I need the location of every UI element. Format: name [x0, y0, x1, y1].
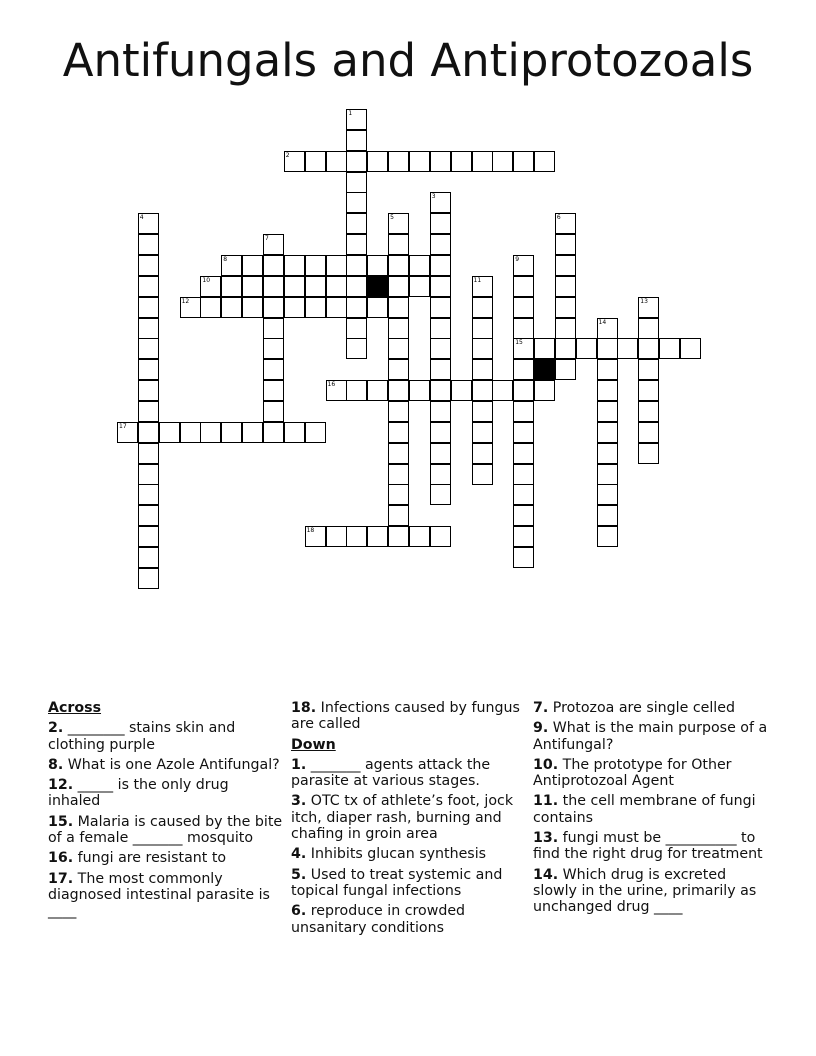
crossword-cell[interactable] [263, 338, 284, 359]
crossword-cell[interactable] [221, 422, 242, 443]
crossword-cell[interactable] [263, 276, 284, 297]
cell-number: 3 [431, 193, 436, 201]
crossword-cell[interactable] [597, 464, 618, 485]
clue-across-15 [48, 814, 284, 847]
cell-number: 14 [598, 318, 607, 326]
cell-number: 10 [202, 276, 211, 284]
crossword-cell[interactable] [117, 422, 138, 443]
crossword-cell[interactable] [430, 297, 451, 318]
crossword-cell[interactable] [200, 422, 221, 443]
crossword-cell[interactable] [326, 380, 347, 401]
crossword-cell[interactable] [597, 443, 618, 464]
clue-number: 15. [48, 813, 74, 830]
crossword-cell[interactable] [513, 318, 534, 339]
cell-number: 8 [223, 256, 228, 263]
crossword-cell[interactable] [388, 151, 409, 172]
cell-number: 1 [348, 110, 353, 117]
clue-number: 5. [291, 866, 307, 883]
clue-down-10 [533, 757, 769, 790]
crossword-cell[interactable] [659, 338, 680, 359]
crossword-cell[interactable] [138, 234, 159, 255]
crossword-cell[interactable] [284, 255, 305, 276]
crossword-cell[interactable] [451, 380, 472, 401]
crossword-cell[interactable] [138, 526, 159, 547]
crossword-cell[interactable] [409, 255, 430, 276]
crossword-cell[interactable] [430, 401, 451, 422]
crossword-cell[interactable] [388, 359, 409, 380]
clue-text: the cell membrane of fungi contains [533, 793, 756, 826]
clue-down-1 [291, 757, 527, 790]
clue-number: 8. [48, 756, 64, 773]
crossword-cell[interactable] [138, 464, 159, 485]
crossword-cell[interactable] [242, 276, 263, 297]
clue-number: 13. [533, 830, 559, 847]
crossword-cell[interactable] [138, 547, 159, 568]
cell-number: 18 [306, 527, 315, 534]
crossword-cell[interactable] [138, 359, 159, 380]
crossword-cell[interactable] [555, 359, 576, 380]
crossword-cell[interactable] [263, 297, 284, 318]
crossword-cell[interactable] [305, 526, 326, 547]
clue-number: 10. [533, 756, 559, 773]
clues-column-3 [533, 700, 769, 920]
clue-text: ________ stains skin and clothing purple [48, 720, 236, 753]
crossword-cell[interactable] [284, 422, 305, 443]
clue-across-12 [48, 777, 284, 810]
crossword-cell[interactable] [513, 401, 534, 422]
crossword-cell[interactable] [513, 484, 534, 505]
crossword-cell[interactable] [534, 338, 555, 359]
crossword-cell[interactable] [638, 338, 659, 359]
crossword-cell[interactable] [513, 464, 534, 485]
clue-text: _____ is the only drug inhaled [48, 777, 229, 810]
crossword-cell[interactable] [513, 151, 534, 172]
crossword-cell[interactable] [430, 192, 451, 213]
crossword-cell[interactable] [346, 318, 367, 339]
crossword-cell[interactable] [242, 255, 263, 276]
crossword-cell[interactable] [638, 318, 659, 339]
crossword-cell[interactable] [409, 380, 430, 401]
crossword-cell[interactable] [555, 213, 576, 234]
crossword-cell[interactable] [388, 213, 409, 234]
page-title: Antifungals and Antiprotozoals [62, 34, 754, 87]
crossword-cell[interactable] [388, 484, 409, 505]
crossword-cell[interactable] [346, 192, 367, 213]
clue-number: 1. [291, 756, 307, 773]
clue-number: 3. [291, 793, 307, 810]
clues-column-1 [48, 700, 284, 924]
cell-number: 16 [327, 381, 336, 389]
crossword-cell[interactable] [638, 401, 659, 422]
clue-text: reproduce in crowded unsanitary conditions [291, 903, 466, 936]
crossword-cell[interactable] [305, 255, 326, 276]
crossword-cell[interactable] [388, 380, 409, 401]
crossword-cell[interactable] [472, 318, 493, 339]
cell-number: 2 [285, 151, 290, 159]
cell-number: 15 [515, 339, 523, 347]
crossword-cell[interactable] [388, 526, 409, 547]
crossword-cell[interactable] [638, 422, 659, 443]
crossword-cell[interactable] [138, 338, 159, 359]
crossword-cell[interactable] [326, 297, 347, 318]
clue-across-8 [48, 757, 284, 773]
crossword-cell[interactable] [430, 255, 451, 276]
crossword-cell[interactable] [180, 297, 201, 318]
clue-down-6 [291, 903, 527, 936]
crossword-cell[interactable] [346, 380, 367, 401]
crossword-cell[interactable] [138, 505, 159, 526]
clue-across-16 [48, 850, 284, 866]
crossword-cell[interactable] [430, 464, 451, 485]
crossword-cell[interactable] [346, 151, 367, 172]
crossword-cell[interactable] [263, 422, 284, 443]
cell-number: 9 [515, 256, 520, 263]
crossword-cell[interactable] [346, 213, 367, 234]
crossword-cell[interactable] [388, 401, 409, 422]
crossword-cell[interactable] [430, 484, 451, 505]
crossword-cell[interactable] [326, 151, 347, 172]
clue-number: 14. [533, 866, 559, 883]
clue-text: The prototype for Other Antiprotozoal Agent [533, 756, 732, 790]
crossword-cell[interactable] [242, 297, 263, 318]
crossword-cell[interactable] [221, 297, 242, 318]
crossword-cell[interactable] [305, 276, 326, 297]
crossword-cell[interactable] [138, 297, 159, 318]
clue-text: Infections caused by fungus are called [291, 700, 520, 733]
crossword-cell[interactable] [617, 338, 638, 359]
crossword-cell[interactable] [180, 422, 201, 443]
crossword-cell[interactable] [263, 380, 284, 401]
crossword-cell[interactable] [597, 422, 618, 443]
crossword-cell[interactable] [284, 151, 305, 172]
crossword-cell[interactable] [388, 276, 409, 297]
crossword-cell[interactable] [346, 234, 367, 255]
crossword-cell[interactable] [388, 255, 409, 276]
clue-across-18 [291, 700, 527, 733]
crossword-cell[interactable] [555, 338, 576, 359]
cell-number: 12 [181, 297, 190, 305]
crossword-cell[interactable] [513, 359, 534, 380]
down-heading: Down [291, 736, 336, 753]
crossword-cell[interactable] [388, 443, 409, 464]
crossword-cell[interactable] [513, 297, 534, 318]
clue-number: 18. [291, 700, 317, 716]
crossword-cell[interactable] [472, 359, 493, 380]
crossword-cell[interactable] [576, 338, 597, 359]
clue-number: 11. [533, 793, 559, 810]
clue-across-2 [48, 720, 284, 753]
crossword-cell[interactable] [430, 359, 451, 380]
crossword-cell[interactable] [138, 380, 159, 401]
crossword-cell[interactable] [388, 297, 409, 318]
crossword-cell[interactable] [388, 234, 409, 255]
clue-down-13 [533, 830, 769, 863]
crossword-cell[interactable] [305, 422, 326, 443]
clue-text: The most commonly diagnosed intestinal parasite is ____ [48, 870, 270, 920]
crossword-cell[interactable] [430, 234, 451, 255]
crossword-cell[interactable] [555, 318, 576, 339]
crossword-cell[interactable] [597, 484, 618, 505]
crossword-cell[interactable] [597, 338, 618, 359]
crossword-cell[interactable] [326, 526, 347, 547]
crossword-cell[interactable] [472, 380, 493, 401]
crossword-cell[interactable] [430, 213, 451, 234]
crossword-cell[interactable] [597, 505, 618, 526]
crossword-cell[interactable] [305, 297, 326, 318]
crossword-cell[interactable] [346, 109, 367, 130]
black-square [534, 359, 555, 380]
crossword-cell[interactable] [638, 443, 659, 464]
crossword-cell[interactable] [263, 234, 284, 255]
crossword-cell[interactable] [472, 151, 493, 172]
clue-across-17 [48, 871, 284, 920]
crossword-cell[interactable] [409, 526, 430, 547]
crossword-cell[interactable] [555, 255, 576, 276]
crossword-cell[interactable] [513, 547, 534, 568]
crossword-cell[interactable] [138, 484, 159, 505]
crossword-cell[interactable] [263, 318, 284, 339]
clue-text: What is the main purpose of a Antifungal? [533, 720, 768, 753]
cell-number: 11 [473, 276, 482, 284]
clue-down-7 [533, 700, 769, 716]
black-square [367, 276, 388, 297]
crossword-cell[interactable] [513, 526, 534, 547]
crossword-cell[interactable] [138, 568, 159, 589]
crossword-cell[interactable] [472, 464, 493, 485]
clues-column-2 [291, 700, 527, 940]
crossword-cell[interactable] [263, 255, 284, 276]
crossword-cell[interactable] [200, 297, 221, 318]
crossword-cell[interactable] [221, 276, 242, 297]
crossword-cell[interactable] [159, 422, 180, 443]
crossword-cell[interactable] [430, 318, 451, 339]
crossword-cell[interactable] [367, 380, 388, 401]
crossword-cell[interactable] [430, 276, 451, 297]
crossword-cell[interactable] [409, 276, 430, 297]
clue-text: fungi must be __________ to find the right drug for treatment [533, 830, 763, 863]
crossword-cell[interactable] [555, 297, 576, 318]
clue-text: fungi are resistant to [77, 850, 227, 867]
crossword-cell[interactable] [597, 359, 618, 380]
crossword-cell[interactable] [430, 151, 451, 172]
crossword-cell[interactable] [472, 276, 493, 297]
crossword-cell[interactable] [284, 297, 305, 318]
crossword-cell[interactable] [472, 401, 493, 422]
clue-text: Which drug is excreted slowly in the urine, primarily as unchanged drug ____ [533, 866, 757, 916]
crossword-cell[interactable] [513, 276, 534, 297]
clue-down-5 [291, 867, 527, 900]
clue-number: 7. [533, 700, 549, 716]
crossword-cell[interactable] [430, 338, 451, 359]
crossword-cell[interactable] [388, 422, 409, 443]
clue-number: 12. [48, 777, 74, 794]
clue-number: 4. [291, 846, 307, 863]
clue-number: 16. [48, 850, 74, 867]
crossword-cell[interactable] [326, 276, 347, 297]
crossword-cell[interactable] [513, 422, 534, 443]
crossword-cell[interactable] [680, 338, 701, 359]
crossword-cell[interactable] [472, 443, 493, 464]
crossword-cell[interactable] [138, 276, 159, 297]
cell-number: 5 [390, 214, 394, 222]
crossword-cell[interactable] [138, 213, 159, 234]
crossword-cell[interactable] [346, 255, 367, 276]
clue-down-3 [291, 793, 527, 842]
crossword-cell[interactable] [597, 526, 618, 547]
crossword-cell[interactable] [534, 380, 555, 401]
crossword-cell[interactable] [513, 255, 534, 276]
crossword-cell[interactable] [346, 276, 367, 297]
crossword-cell[interactable] [138, 443, 159, 464]
clue-down-9 [533, 720, 769, 753]
clue-down-4 [291, 846, 527, 862]
crossword-cell[interactable] [346, 172, 367, 193]
crossword-cell[interactable] [430, 380, 451, 401]
crossword-cell[interactable] [388, 318, 409, 339]
crossword-cell[interactable] [367, 526, 388, 547]
crossword-cell[interactable] [409, 151, 430, 172]
cell-number: 17 [119, 422, 127, 430]
crossword-cell[interactable] [367, 151, 388, 172]
crossword-cell[interactable] [388, 464, 409, 485]
crossword-cell[interactable] [138, 255, 159, 276]
crossword-cell[interactable] [513, 338, 534, 359]
crossword-cell[interactable] [430, 422, 451, 443]
crossword-cell[interactable] [388, 338, 409, 359]
crossword-cell[interactable] [513, 380, 534, 401]
cell-number: 6 [556, 214, 561, 222]
clue-text: Used to treat systemic and topical fungal infections [291, 866, 503, 899]
crossword-cell[interactable] [597, 318, 618, 339]
crossword-cell[interactable] [597, 380, 618, 401]
crossword-cell[interactable] [555, 234, 576, 255]
clue-number: 17. [48, 870, 74, 887]
crossword-cell[interactable] [346, 526, 367, 547]
crossword-cell[interactable] [346, 130, 367, 151]
crossword-cell[interactable] [492, 380, 513, 401]
crossword-cell[interactable] [638, 380, 659, 401]
crossword-cell[interactable] [367, 255, 388, 276]
crossword-cell[interactable] [638, 297, 659, 318]
crossword-cell[interactable] [305, 151, 326, 172]
across-heading: Across [48, 700, 102, 716]
crossword-cell[interactable] [513, 505, 534, 526]
crossword-cell[interactable] [472, 297, 493, 318]
crossword-cell[interactable] [346, 297, 367, 318]
crossword-cell[interactable] [451, 151, 472, 172]
crossword-cell[interactable] [472, 338, 493, 359]
crossword-cell[interactable] [138, 318, 159, 339]
crossword-cell[interactable] [472, 422, 493, 443]
crossword-cell[interactable] [555, 276, 576, 297]
clue-text: Malaria is caused by the bite of a female _______ mosquito [48, 813, 283, 847]
crossword-cell[interactable] [388, 505, 409, 526]
crossword-cell[interactable] [346, 338, 367, 359]
clue-text: What is one Azole Antifungal? [67, 756, 280, 773]
crossword-cell[interactable] [430, 443, 451, 464]
crossword-cell[interactable] [284, 276, 305, 297]
clue-number: 2. [48, 720, 64, 737]
crossword-cell[interactable] [242, 422, 263, 443]
crossword-cell[interactable] [597, 401, 618, 422]
clue-down-14 [533, 867, 769, 916]
crossword-cell[interactable] [534, 151, 555, 172]
clue-number: 6. [291, 903, 307, 920]
crossword-cell[interactable] [263, 401, 284, 422]
clue-text: Inhibits glucan synthesis [310, 846, 487, 863]
crossword-cell[interactable] [326, 255, 347, 276]
crossword-cell[interactable] [263, 359, 284, 380]
clue-down-11 [533, 793, 769, 826]
crossword-cell[interactable] [430, 526, 451, 547]
crossword-cell[interactable] [367, 297, 388, 318]
clue-text: Protozoa are single celled [552, 700, 735, 716]
crossword-cell[interactable] [492, 151, 513, 172]
cell-number: 7 [265, 235, 269, 243]
crossword-cell[interactable] [513, 443, 534, 464]
clue-text: OTC tx of athlete’s foot, jock itch, diaper rash, burning and chafing in groin area [291, 793, 514, 843]
cell-number: 4 [139, 214, 144, 222]
cell-number: 13 [640, 297, 648, 305]
crossword-cell[interactable] [221, 255, 242, 276]
crossword-cell[interactable] [138, 401, 159, 422]
crossword-cell[interactable] [200, 276, 221, 297]
clue-text: _______ agents attack the parasite at various stages. [291, 756, 491, 790]
crossword-cell[interactable] [638, 359, 659, 380]
clue-number: 9. [533, 720, 549, 737]
crossword-cell[interactable] [138, 422, 159, 443]
